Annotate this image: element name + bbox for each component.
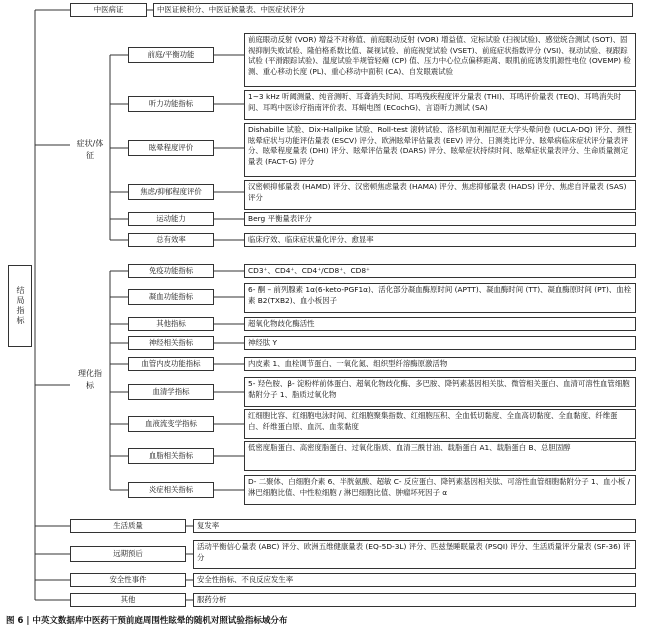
physio-item-label: 血液流变学指标 bbox=[128, 416, 214, 432]
symptom-item-content: 汉密顿抑郁量表 (HAMD) 评分、汉密顿焦虑量表 (HAMA) 评分、焦虑抑郁量表 (HADS) 评分、焦虑自评量表 (SAS) 评分 bbox=[244, 180, 636, 210]
physio-item-content: 5- 羟色胺、β- 淀粉样前体蛋白、超氧化物歧化酶、多巴胺、降钙素基因相关肽、微管相关蛋白、血清可溶性血管细胞黏附分子 1、脂质过氧化物 bbox=[244, 377, 636, 407]
tcm-label: 中医病证 bbox=[93, 4, 124, 14]
physio-item-label: 血管内皮功能指标 bbox=[128, 357, 214, 371]
root-label: 结局指标 bbox=[16, 286, 25, 326]
symptom-item-content: 1~3 kHz 听阈测量、纯音测听、耳聋消失时间、耳鸣残疾程度评分量表 (THI)、耳鸣评价量表 (TEQ)、耳鸣消失时间、耳鸣中医诊疗指南评价表、耳蜗电图 (ECochG)、言语听力测试 (SA) bbox=[244, 90, 636, 120]
physio-item-content: CD3⁺、CD4⁺、CD4⁺/CD8⁺、CD8⁺ bbox=[244, 264, 636, 278]
symptom-item-label: 前庭/平衡功能 bbox=[128, 47, 214, 63]
safety-content-box: 安全性指标、不良反应发生率 bbox=[193, 573, 636, 587]
safety-label-box: 安全性事件 bbox=[70, 573, 186, 587]
symptom-item-content: 临床疗效、临床症状量化评分、愈显率 bbox=[244, 233, 636, 247]
physio-item-content: 红细胞比容、红细胞电泳时间、红细胞聚集指数、红细胞压积、全血低切黏度、全血高切黏度、全血黏度、纤维蛋白、纤维蛋白原、血沉、血浆黏度 bbox=[244, 409, 636, 439]
root-box bbox=[8, 265, 32, 347]
tcm-label-box bbox=[70, 3, 147, 17]
physio-item-label: 凝血功能指标 bbox=[128, 289, 214, 305]
quality-content-box: 复发率 bbox=[193, 519, 636, 533]
symptom-item-content: Dishabille 试验、Dix-Hallpike 试验、Roll-test 滚转试验、洛杉矶加利福尼亚大学头晕问卷 (UCLA-DQ) 评分、颈性眩晕症状与功能评估量表 (ESCV) 评分、欧洲眩晕评估量表 (EEV) 评分、日测类比评分、眩晕病临床症状评分量表评分、眩晕程度量表 (DHI) 评分、眩晕评估量表 (DARS) 评分、眩晕症状持续时间、眩晕症状量表评分、生命质量测定量表 (FACT-G) 评分 bbox=[244, 123, 636, 177]
physio-item-content: 超氧化物歧化酶活性 bbox=[244, 317, 636, 331]
longterm-content-box: 活动平衡信心量表 (ABC) 评分、欧洲五维健康量表 (EQ-5D-3L) 评分、匹兹堡睡眠量表 (PSQI) 评分、生活质量评分量表 (SF-36) 评分 bbox=[193, 540, 636, 569]
symptom-group-label: 症状/体征 bbox=[76, 139, 104, 160]
longterm-label-box: 远期预后 bbox=[70, 546, 186, 562]
physio-item-content: 神经肽 Y bbox=[244, 336, 636, 350]
physio-item-content: 低密度脂蛋白、高密度脂蛋白、过氧化脂质、血清三酰甘油、载脂蛋白 A1、载脂蛋白 B、总胆固醇 bbox=[244, 441, 636, 471]
physio-item-label: 免疫功能指标 bbox=[128, 264, 214, 278]
physio-item-content: 6- 酮 – 前列腺素 1α(6-keto-PGF1α)、活化部分凝血酶原时间 (APTT)、凝血酶时间 (TT)、凝血酶原时间 (PT)、血栓素 B2(TXB2)、血小板因子 bbox=[244, 283, 636, 313]
physio-item-label: 血脂相关指标 bbox=[128, 448, 214, 464]
symptom-item-label: 总有效率 bbox=[128, 233, 214, 247]
symptom-item-label: 运动能力 bbox=[128, 212, 214, 226]
figure-caption: 图 6 | 中英文数据库中医药干预前庭周围性眩晕的随机对照试验指标域分布 bbox=[6, 616, 288, 626]
symptom-item-label: 眩晕程度评价 bbox=[128, 140, 214, 156]
other-content-box: 服药分析 bbox=[193, 593, 636, 607]
physio-item-label: 神经相关指标 bbox=[128, 336, 214, 350]
physio-item-content: 内皮素 1、血栓调节蛋白、一氧化氮、组织型纤溶酶原激活物 bbox=[244, 357, 636, 371]
quality-label-box: 生活质量 bbox=[70, 519, 186, 533]
other-label-box: 其他 bbox=[70, 593, 186, 607]
physio-item-label: 其他指标 bbox=[128, 317, 214, 331]
physio-group-label: 理化指标 bbox=[78, 369, 102, 390]
tcm-content: 中医证候积分、中医证候量表、中医症状评分 bbox=[157, 5, 305, 14]
physio-item-label: 血清学指标 bbox=[128, 384, 214, 400]
tcm-content-box bbox=[153, 3, 633, 17]
symptom-item-label: 焦虑/抑郁程度评价 bbox=[128, 184, 214, 200]
symptom-item-label: 听力功能指标 bbox=[128, 96, 214, 112]
physio-item-label: 炎症相关指标 bbox=[128, 482, 214, 498]
symptom-item-content: 前庭眼动反射 (VOR) 增益不对称值、前庭眼动反射 (VOR) 增益值、定标试验 (扫视试验)、感觉统合测试 (SOT)、固视抑制失败试验、隆伯格系数比值、凝视试验、前庭视觉试验 (VSET)、前庭症状指数评分 (VSI)、视动试验、视跟踪试验 (平滑跟踪试验)、温度试验半规管轻瘫 (CP) 值、压力中心位点偏移距离、眼肌前庭诱发肌源性电位 (OVEMP) 检测、重心移动长度 (PL)、重心移动中面积 (CA)、自发眼震试验 bbox=[244, 33, 636, 87]
symptom-item-content: Berg 平衡量表评分 bbox=[244, 212, 636, 226]
physio-item-content: D- 二聚体、白细胞介素 6、半胱氨酸、超敏 C- 反应蛋白、降钙素基因相关肽、可溶性血管细胞黏附分子 1、血小板 / 淋巴细胞比值、中性粒细胞 / 淋巴细胞比值、肿瘤坏死因子 α bbox=[244, 475, 636, 505]
